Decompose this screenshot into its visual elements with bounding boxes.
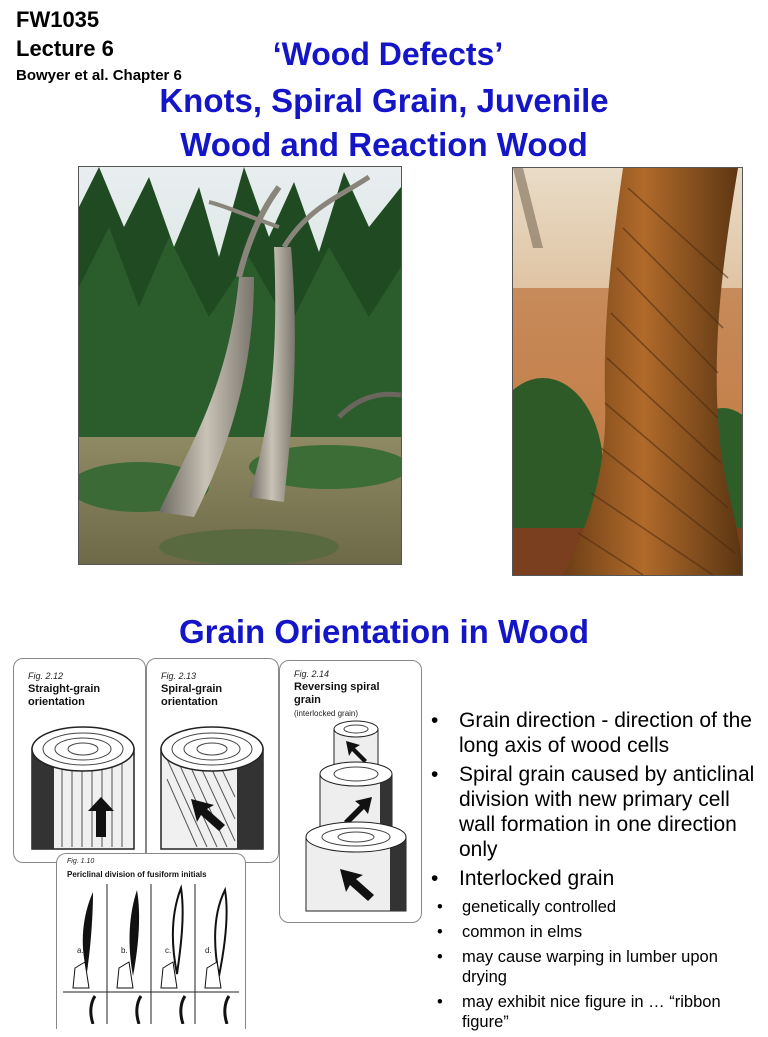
spiral-trunk-photo: [512, 167, 743, 576]
figure-title: Spiral-grain: [161, 683, 223, 695]
bullet-spiral-grain: • Spiral grain caused by anticlinal division with new primary cell wall formation in one direction only: [429, 762, 759, 862]
title-wood-defects: ‘Wood Defects’: [272, 36, 504, 72]
figure-label: Fig. 1.10: [67, 858, 95, 865]
figure-subtitle: (interlocked grain): [294, 709, 359, 718]
title-line-2: Knots, Spiral Grain, Juvenile: [159, 82, 609, 119]
figure-label: Fig. 2.12: [28, 671, 64, 681]
sub-bullet-common-in-elms: • common in elms: [399, 922, 759, 942]
lecture-number: Lecture 6: [16, 36, 114, 61]
bullet-interlocked-grain: • Interlocked grain: [429, 866, 759, 891]
course-code: FW1035: [16, 7, 100, 32]
forest-trees-image: [79, 167, 401, 564]
bullet-list: [429, 708, 759, 1037]
title-line-3: Wood and Reaction Wood: [180, 126, 588, 163]
sub-bullet-genetically-controlled: • genetically controlled: [399, 897, 759, 917]
figure-title-2: grain: [294, 694, 321, 706]
chapter-reference: Bowyer et al. Chapter 6: [16, 67, 182, 84]
sub-bullet-ribbon-figure: • may exhibit nice figure in … “ribbon figure”: [399, 992, 759, 1032]
section-heading-grain-orientation: Grain Orientation in Wood: [178, 613, 590, 650]
figure-straight-grain: [13, 658, 146, 863]
figure-periclinal-division: [56, 853, 246, 1029]
spiral-grain-log-drawing: [157, 719, 267, 859]
figure-label: Fig. 2.13: [161, 671, 197, 681]
figure-reversing-spiral-grain: [279, 660, 422, 923]
sub-label-c: c.: [165, 946, 172, 955]
fusiform-initials-drawing: [63, 884, 239, 1024]
sub-bullet-warping: • may cause warping in lumber upon drying: [399, 947, 759, 987]
figure-label: Fig. 2.14: [294, 669, 330, 679]
interlocked-grain-log-drawing: [300, 719, 410, 915]
figure-title-2: orientation: [28, 696, 85, 708]
figure-title-2: orientation: [161, 696, 218, 708]
figure-title: Straight-grain: [28, 683, 101, 695]
straight-grain-log-drawing: [28, 719, 138, 859]
sub-label-b: b.: [121, 946, 128, 955]
figure-spiral-grain: [146, 658, 279, 863]
forest-trees-photo: [78, 166, 402, 565]
sub-label-d: d.: [205, 946, 212, 955]
bullet-grain-direction: • Grain direction - direction of the long axis of wood cells: [429, 708, 759, 758]
spiral-trunk-image: [513, 168, 742, 575]
figure-title: Reversing spiral: [294, 681, 380, 693]
sub-label-a: a.: [77, 946, 84, 955]
figure-title: Periclinal division of fusiform initials: [67, 870, 207, 879]
